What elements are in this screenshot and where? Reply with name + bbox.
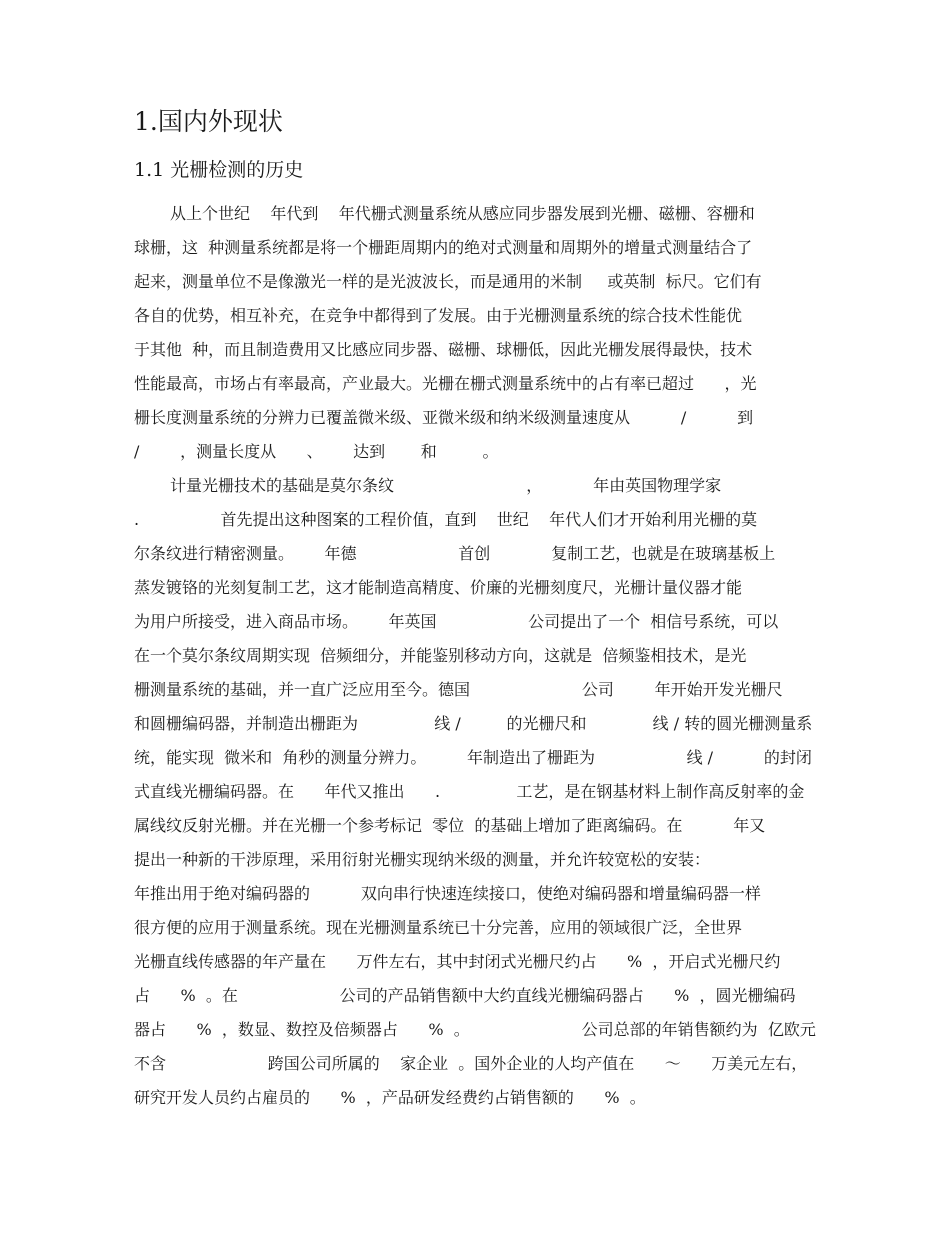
paragraph-line: 不含 跨国公司所属的 家企业 。国外企业的人均产值在 ～ 万美元左右， [134, 1054, 808, 1073]
paragraph-line: 属线纹反射光栅。并在光栅一个参考标记 零位 的基础上增加了距离编码。在 年又 [134, 816, 766, 835]
paragraph-line: 提出一种新的干涉原理，采用衍射光栅实现纳米级的测量，并允许较宽松的安装： [134, 850, 711, 869]
paragraph-line: 统，能实现 微米和 角秒的测量分辨力。 年制造出了栅距为 线 / 的封闭 [134, 748, 812, 767]
paragraph-line: 从上个世纪 年代到 年代栅式测量系统从感应同步器发展到光栅、磁栅、容栅和 [170, 204, 755, 223]
paragraph-line: 为用户所接受，进入商品市场。 年英国 公司提出了一个 相信号系统，可以 [134, 612, 779, 631]
paragraph-line: 起来，测量单位不是像激光一样的是光波波长，而是通用的米制 或英制 标尺。它们有 [134, 272, 762, 291]
paragraph-line: 计量光栅技术的基础是莫尔条纹 ， 年由英国物理学家 [170, 476, 722, 495]
paragraph-line: 器占 % ，数显、数控及倍频器占 % 。 公司总部的年销售额约为 亿欧元 [134, 1020, 816, 1039]
paragraph-line: 占 % 。在 公司的产品销售额中大约直线光栅编码器占 % ，圆光栅编码 [134, 986, 796, 1005]
paragraph-line: / ，测量长度从 、 达到 和 。 [134, 442, 499, 461]
paragraph-line: 栅测量系统的基础，并一直广泛应用至今。德国 公司 年开始开发光栅尺 [134, 680, 783, 699]
paragraph-line: 性能最高，市场占有率最高，产业最大。光栅在栅式测量系统中的占有率已超过 ，光 [134, 374, 757, 393]
paragraph-line: 于其他 种，而且制造费用又比感应同步器、磁栅、球栅低，因此光栅发展得最快，技术 [134, 340, 753, 359]
paragraph-line: 研究开发人员约占雇员的 % ，产品研发经费约占销售额的 % 。 [134, 1088, 646, 1107]
paragraph-line: 很方便的应用于测量系统。现在光栅测量系统已十分完善，应用的领域很广泛，全世界 [134, 918, 743, 937]
paragraph-line: 光栅直线传感器的年产量在 万件左右，其中封闭式光栅尺约占 % ，开启式光栅尺约 [134, 952, 781, 971]
paragraph-line: 尔条纹进行精密测量。 年德 首创 复制工艺，也就是在玻璃基板上 [134, 544, 776, 563]
paragraph-line: 年推出用于绝对编码器的 双向串行快速连续接口，使绝对编码器和增量编码器一样 [134, 884, 761, 903]
subsection-heading: 1.1 光栅检测的历史 [134, 159, 304, 181]
paragraph-line: 各自的优势，相互补充，在竞争中都得到了发展。由于光栅测量系统的综合技术性能优 [134, 306, 743, 325]
paragraph-line: 栅长度测量系统的分辨力已覆盖微米级、亚微米级和纳米级测量速度从 / 到 [134, 408, 754, 427]
paragraph-line: . 首先提出这种图案的工程价值，直到 世纪 年代人们才开始利用光栅的莫 [134, 510, 758, 529]
paragraph-line: 蒸发镀铬的光刻复制工艺，这才能制造高精度、价廉的光栅刻度尺，光栅计量仪器才能 [134, 578, 743, 597]
section-heading: 1.国内外现状 [134, 107, 283, 136]
paragraph-line: 式直线光栅编码器。在 年代又推出 . 工艺，是在钢基材料上制作高反射率的金 [134, 782, 805, 801]
paragraph-line: 在一个莫尔条纹周期实现 倍频细分，并能鉴别移动方向，这就是 倍频鉴相技术，是光 [134, 646, 747, 665]
paragraph-line: 和圆栅编码器，并制造出栅距为 线 / 的光栅尺和 线 / 转的圆光栅测量系 [134, 714, 813, 733]
paragraph-line: 球栅，这 种测量系统都是将一个栅距周期内的绝对式测量和周期外的增量式测量结合了 [134, 238, 753, 257]
